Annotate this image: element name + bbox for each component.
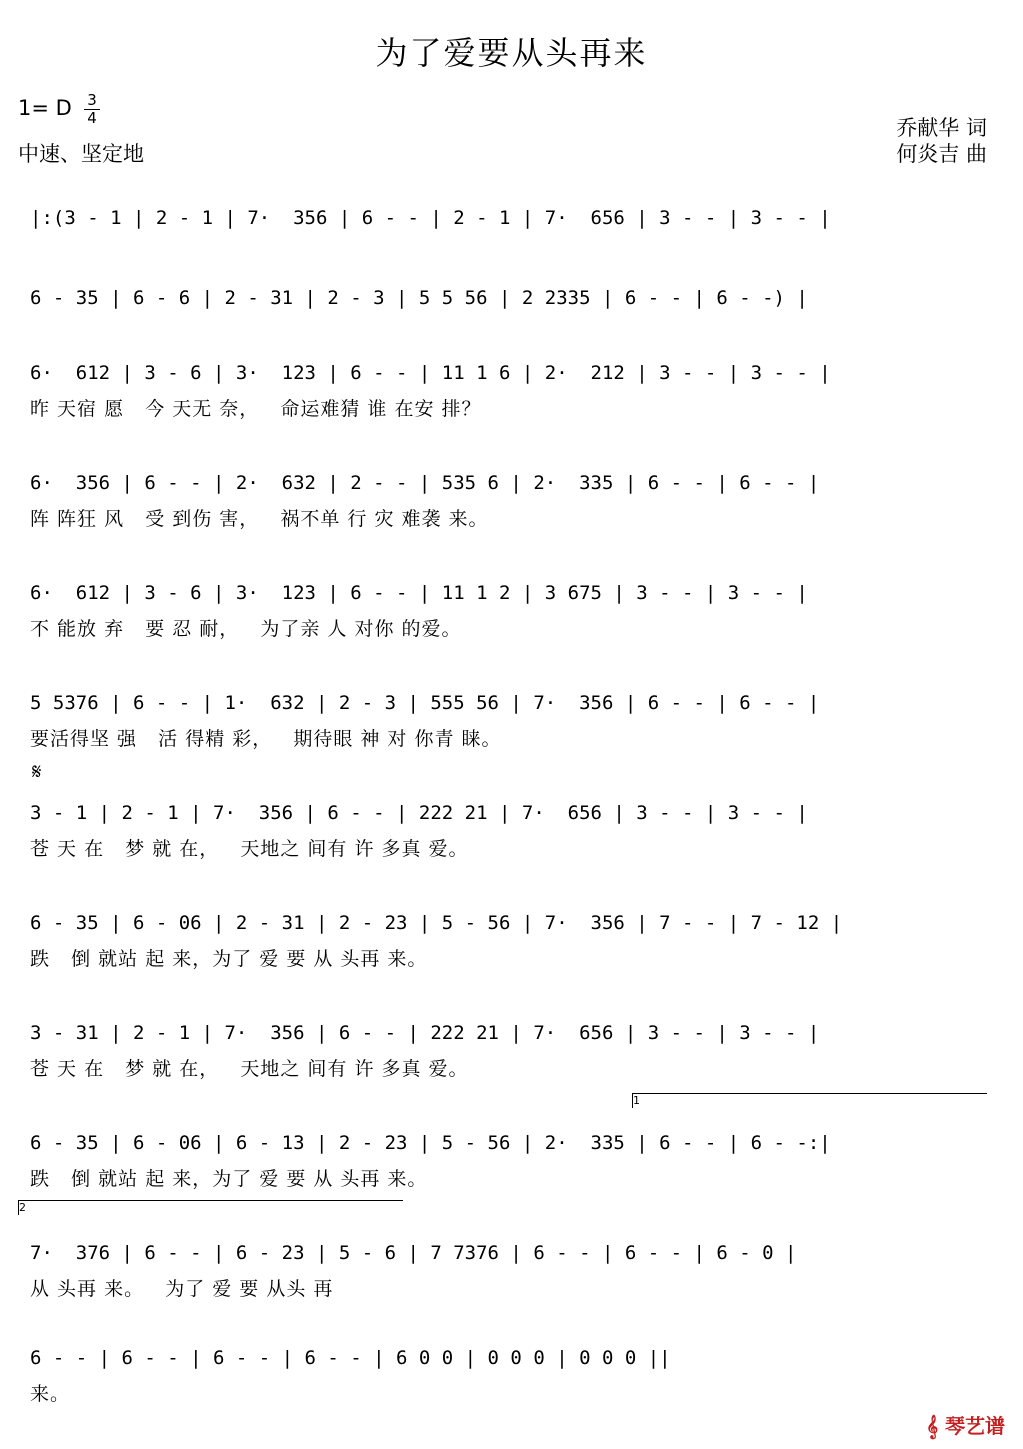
staff-line [0,910,1023,970]
staff-line [0,1240,1023,1300]
staff-line [0,580,1023,640]
time-signature-bottom: 4 [84,109,100,127]
staff-lyrics: 跌 倒 就站 起 来，为了 爱 要 从 头再 来。 [30,1168,428,1190]
staff-notes: 7· 376 | 6 - - | 6 - 23 | 5 - 6 | 7 7376 | 6 - - | 6 - - | 6 - 0 | [30,1242,797,1264]
segno-icon: 𝄋 [32,760,42,785]
page-title: 为了爱要从头再来 [375,34,648,72]
staff-notes: 6· 612 | 3 - 6 | 3· 123 | 6 - - | 11 1 6 | 2· 212 | 3 - - | 3 - - | [30,362,831,384]
staff-lyrics: 苍 天 在 梦 就 在， 天地之 间有 许 多真 爱。 [30,838,469,860]
staff-notes: 6· 612 | 3 - 6 | 3· 123 | 6 - - | 11 1 2 | 3 675 | 3 - - | 3 - - | [30,582,808,604]
volta-1-label: 1 [633,1094,640,1107]
staff-line [0,1130,1023,1190]
site-logo [926,1410,1005,1439]
staff-line [0,1345,1023,1405]
staff-line [0,205,1023,255]
volta-2-label: 2 [19,1201,26,1214]
logo-icon: 𝄞 [926,1414,939,1438]
tempo-marking: 中速、坚定地 [18,142,144,166]
staff-lyrics: 阵 阵狂 风 受 到伤 害， 祸不单 行 灾 难袭 来。 [30,508,489,530]
staff-lyrics: 跌 倒 就站 起 来，为了 爱 要 从 头再 来。 [30,948,428,970]
staff-line [0,470,1023,530]
time-signature-top: 3 [87,91,97,109]
staff-line [0,1020,1023,1080]
key-signature: 1= D [18,96,72,120]
logo-text: 琴艺谱 [945,1414,1005,1438]
staff-notes: 3 - 31 | 2 - 1 | 7· 356 | 6 - - | 222 21 | 7· 656 | 3 - - | 3 - - | [30,1022,820,1044]
staff-lyrics: 从 头再 来。 为了 爱 要 从头 再 [30,1278,334,1300]
staff-line [0,800,1023,860]
volta-bracket-2 [18,1200,403,1215]
volta-bracket-1 [632,1093,987,1108]
staff-notes: 6 - 35 | 6 - 06 | 6 - 13 | 2 - 23 | 5 - 56 | 2· 335 | 6 - - | 6 - -:| [30,1132,831,1154]
staff-notes: 5 5376 | 6 - - | 1· 632 | 2 - 3 | 555 56 | 7· 356 | 6 - - | 6 - - | [30,692,820,714]
staff-lyrics: 昨 天宿 愿 今 天无 奈， 命运难猜 谁 在安 排？ [30,398,482,420]
staff-notes: 6 - - | 6 - - | 6 - - | 6 - - | 6 0 0 | 0 0 0 | 0 0 0 || [30,1347,671,1369]
lyricist-credit: 乔献华 词 [896,116,987,140]
staff-line [0,690,1023,750]
staff-notes: 6 - 35 | 6 - 06 | 2 - 31 | 2 - 23 | 5 - 56 | 7· 356 | 7 - - | 7 - 12 | [30,912,843,934]
staff-notes: 3 - 1 | 2 - 1 | 7· 356 | 6 - - | 222 21 | 7· 656 | 3 - - | 3 - - | [30,802,808,824]
staff-lyrics: 不 能放 弃 要 忍 耐， 为了亲 人 对你 的爱。 [30,618,462,640]
staff-line [0,285,1023,335]
staff-lyrics: 苍 天 在 梦 就 在， 天地之 间有 许 多真 爱。 [30,1058,469,1080]
composer-credit: 何炎吉 曲 [896,142,987,166]
staff-notes: |:(3 - 1 | 2 - 1 | 7· 356 | 6 - - | 2 - 1 | 7· 656 | 3 - - | 3 - - | [30,207,831,229]
staff-line [0,360,1023,420]
staff-notes: 6 - 35 | 6 - 6 | 2 - 31 | 2 - 3 | 5 5 56 | 2 2335 | 6 - - | 6 - -) | [30,287,808,309]
staff-lyrics: 来。 [30,1383,71,1405]
staff-notes: 6· 356 | 6 - - | 2· 632 | 2 - - | 535 6 | 2· 335 | 6 - - | 6 - - | [30,472,820,494]
time-signature [84,92,100,127]
staff-lyrics: 要活得坚 强 活 得精 彩， 期待眼 神 对 你青 睐。 [30,728,502,750]
